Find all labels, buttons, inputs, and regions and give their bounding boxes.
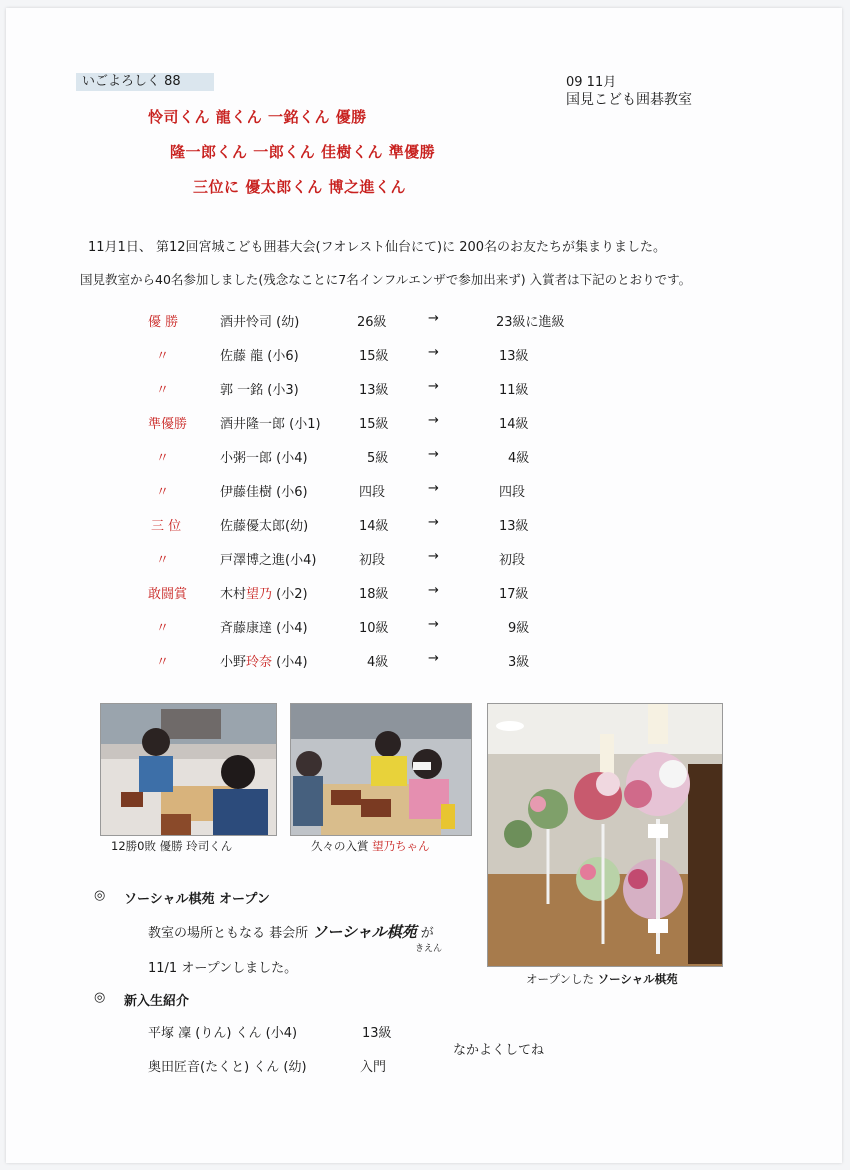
section-title-newcomers: 新入生紹介 bbox=[124, 994, 190, 1009]
player-name: 佐藤 龍 (小6) bbox=[220, 349, 299, 364]
series-label: いごよろしく 88 bbox=[76, 73, 214, 91]
social-line-1: 教室の場所ともなる 碁会所 ソーシャル棋苑 が bbox=[148, 923, 434, 941]
rank-before: 四段 bbox=[359, 485, 386, 500]
arrow-icon: → bbox=[428, 617, 439, 632]
rank-before: 初段 bbox=[359, 553, 386, 568]
award-label: 優 勝 bbox=[148, 315, 179, 330]
award-label: 〃 bbox=[156, 553, 170, 568]
award-label: 敢闘賞 bbox=[148, 587, 188, 602]
rank-before: 26級 bbox=[357, 315, 387, 330]
player-name: 戸澤博之進(小4) bbox=[220, 553, 317, 568]
arrow-icon: → bbox=[428, 345, 439, 360]
photo-girl-playing bbox=[290, 703, 472, 836]
player-name: 斉藤康達 (小4) bbox=[220, 621, 308, 636]
rank-after: 四段 bbox=[499, 485, 526, 500]
social-line-2: 11/1 オープンしました。 bbox=[148, 961, 298, 976]
rank-before: 14級 bbox=[359, 519, 389, 534]
rank-before: 10級 bbox=[359, 621, 389, 636]
newcomer-name: 平塚 凜 (りん) くん (小4) bbox=[148, 1026, 298, 1041]
arrow-icon: → bbox=[428, 481, 439, 496]
newcomer-rank: 13級 bbox=[362, 1026, 392, 1041]
player-name: 小粥一郎 (小4) bbox=[220, 451, 308, 466]
photo-winner-playing bbox=[100, 703, 277, 836]
arrow-icon: → bbox=[428, 379, 439, 394]
player-name: 小野玲奈 (小4) bbox=[220, 655, 308, 670]
arrow-icon: → bbox=[428, 651, 439, 666]
section-title-social: ソーシャル棋苑 オープン bbox=[124, 892, 270, 907]
newcomer-name: 奥田匠音(たくと) くん (幼) bbox=[148, 1060, 307, 1075]
photo-opening-flowers bbox=[487, 703, 723, 967]
bullet-icon: ◎ bbox=[94, 888, 106, 903]
photo-caption-opening: オープンした ソーシャル棋苑 bbox=[526, 972, 678, 986]
rank-after: 初段 bbox=[499, 553, 526, 568]
arrow-icon: → bbox=[428, 311, 439, 326]
player-name: 木村望乃 (小2) bbox=[220, 587, 308, 602]
arrow-icon: → bbox=[428, 549, 439, 564]
newcomer-rank: 入門 bbox=[360, 1060, 387, 1075]
rank-after: 11級 bbox=[499, 383, 529, 398]
award-label: 〃 bbox=[156, 451, 170, 466]
award-label: 〃 bbox=[156, 655, 170, 670]
rank-after: 9級 bbox=[508, 621, 530, 636]
headline-third: 三位に 優太郎くん 博之進くん bbox=[193, 178, 406, 196]
photo-caption-girl: 久々の入賞 望乃ちゃん bbox=[311, 839, 430, 853]
issue-date: 09 11月 bbox=[566, 75, 617, 90]
rank-after: 17級 bbox=[499, 587, 529, 602]
rank-before: 18級 bbox=[359, 587, 389, 602]
rank-before: 5級 bbox=[367, 451, 389, 466]
headline-runners-up: 隆一郎くん 一郎くん 佳樹くん 準優勝 bbox=[170, 143, 436, 161]
welcome-note: なかよくしてね bbox=[453, 1043, 545, 1058]
rank-after: 13級 bbox=[499, 349, 529, 364]
award-label: 〃 bbox=[156, 621, 170, 636]
intro-line-2: 国見教室から40名参加しました(残念なことに7名インフルエンザで参加出来ず) 入賞者は下記のとおりです。 bbox=[80, 272, 692, 287]
arrow-icon: → bbox=[428, 447, 439, 462]
bullet-icon: ◎ bbox=[94, 990, 106, 1005]
player-name: 酒井怜司 (幼) bbox=[220, 315, 300, 330]
award-label: 〃 bbox=[156, 349, 170, 364]
player-name: 酒井隆一郎 (小1) bbox=[220, 417, 321, 432]
arrow-icon: → bbox=[428, 515, 439, 530]
rank-after: 23級に進級 bbox=[496, 315, 565, 330]
arrow-icon: → bbox=[428, 413, 439, 428]
rank-before: 13級 bbox=[359, 383, 389, 398]
rank-before: 15級 bbox=[359, 417, 389, 432]
rank-after: 4級 bbox=[508, 451, 530, 466]
photo-caption-winner: 12勝0敗 優勝 玲司くん bbox=[111, 839, 233, 853]
player-name: 佐藤優太郎(幼) bbox=[220, 519, 309, 534]
award-label: 〃 bbox=[156, 383, 170, 398]
rank-after: 13級 bbox=[499, 519, 529, 534]
school-name: 国見こども囲碁教室 bbox=[566, 92, 692, 108]
award-label: 三 位 bbox=[151, 519, 182, 534]
player-name: 伊藤佳樹 (小6) bbox=[220, 485, 308, 500]
intro-line-1: 11月1日、 第12回宮城こども囲碁大会(フオレスト仙台にて)に 200名のお友たちが集まりました。 bbox=[88, 240, 667, 255]
rank-before: 15級 bbox=[359, 349, 389, 364]
rank-after: 14級 bbox=[499, 417, 529, 432]
headline-winners: 怜司くん 龍くん 一銘くん 優勝 bbox=[148, 108, 367, 126]
arrow-icon: → bbox=[428, 583, 439, 598]
furigana-kien: きえん bbox=[415, 944, 443, 954]
award-label: 〃 bbox=[156, 485, 170, 500]
award-label: 準優勝 bbox=[148, 417, 188, 432]
rank-before: 4級 bbox=[367, 655, 389, 670]
rank-after: 3級 bbox=[508, 655, 530, 670]
player-name: 郭 一銘 (小3) bbox=[220, 383, 299, 398]
